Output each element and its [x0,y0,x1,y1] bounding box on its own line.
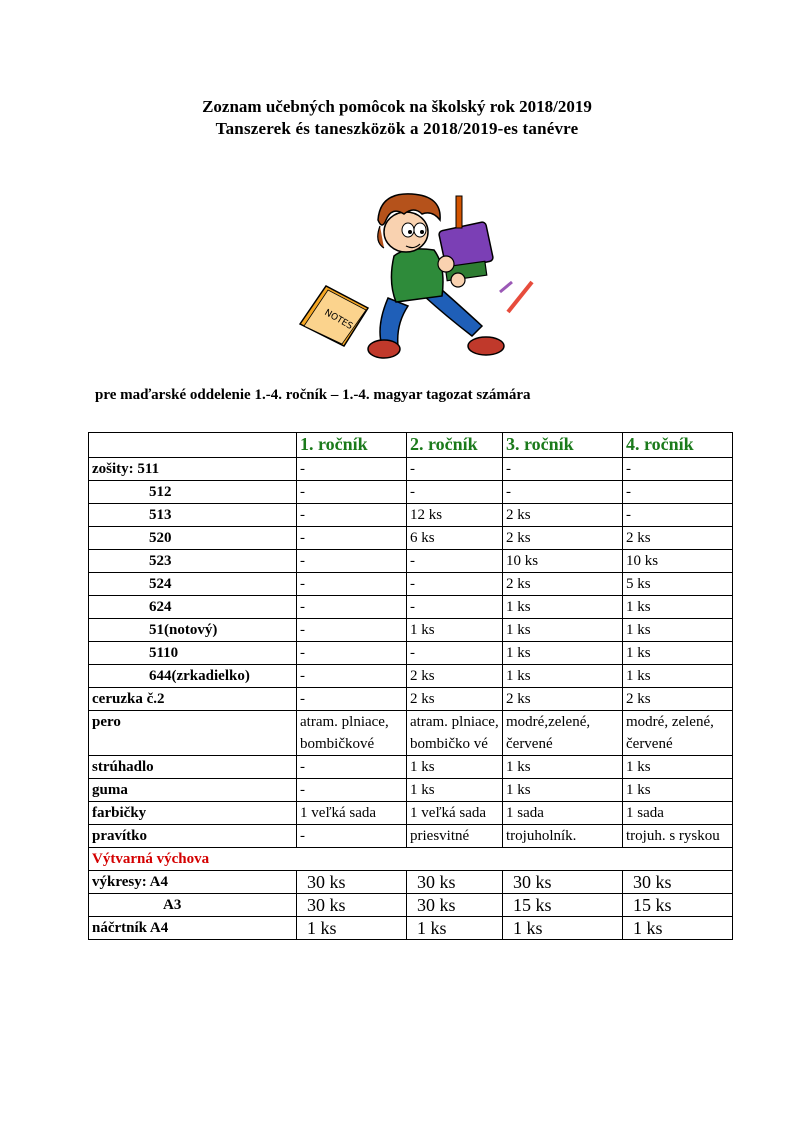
cell: 1 ks [623,917,733,940]
cell: 12 ks [407,504,503,527]
row-label: 512 [89,481,297,504]
row-label: ceruzka č.2 [89,688,297,711]
cell: 15 ks [623,894,733,917]
cell: 5 ks [623,573,733,596]
cartoon-child-illustration [296,186,542,368]
cell: 1 ks [503,619,623,642]
table-row [89,779,733,802]
cell: - [297,825,407,848]
cell: 1 ks [623,596,733,619]
table-row [89,573,733,596]
cell: 1 ks [407,917,503,940]
row-label: pero [89,711,297,756]
cell: - [407,642,503,665]
cell: - [407,481,503,504]
row-label: guma [89,779,297,802]
cell: - [623,458,733,481]
cell: 10 ks [623,550,733,573]
row-label: farbičky [89,802,297,825]
cell: 30 ks [407,894,503,917]
cell: 1 veľká sada [407,802,503,825]
table-row [89,894,733,917]
row-label: 513 [89,504,297,527]
table-row [89,550,733,573]
cell: 1 ks [623,665,733,688]
row-label: 624 [89,596,297,619]
row-label: výkresy: A4 [89,871,297,894]
cell: 1 ks [623,642,733,665]
header-grade-4: 4. ročník [623,433,733,458]
table-row [89,665,733,688]
cell: 1 ks [623,619,733,642]
cell: - [297,550,407,573]
cell: 1 ks [407,756,503,779]
table-row [89,527,733,550]
row-label: strúhadlo [89,756,297,779]
cell: - [297,619,407,642]
section-label: Výtvarná výchova [89,848,733,871]
cell: 1 ks [407,779,503,802]
cell: - [297,527,407,550]
cell: 2 ks [407,665,503,688]
cell: - [297,573,407,596]
cell: - [297,596,407,619]
header-grade-2: 2. ročník [407,433,503,458]
cell: - [297,481,407,504]
cell: modré, zelené, červené [623,711,733,756]
cell: 2 ks [503,504,623,527]
row-label: 523 [89,550,297,573]
cell: 30 ks [297,894,407,917]
cell: - [503,481,623,504]
cell: 1 ks [503,756,623,779]
cell: 1 ks [503,596,623,619]
cell: 1 sada [623,802,733,825]
cell: 1 ks [407,619,503,642]
cell: - [407,458,503,481]
table-row [89,871,733,894]
row-label: náčrtník A4 [89,917,297,940]
cell: 1 ks [503,917,623,940]
cell: 2 ks [623,688,733,711]
section-row [89,848,733,871]
cell: - [407,596,503,619]
table-row [89,917,733,940]
cell: modré,zelené, červené [503,711,623,756]
row-label: pravítko [89,825,297,848]
cell: - [297,756,407,779]
cell: 30 ks [623,871,733,894]
cell: 30 ks [503,871,623,894]
header-grade-1: 1. ročník [297,433,407,458]
cell: - [297,642,407,665]
cell: - [623,504,733,527]
cell: - [297,504,407,527]
table-row [89,619,733,642]
cell: 2 ks [503,688,623,711]
cell: 1 ks [503,665,623,688]
cell: 2 ks [503,573,623,596]
cell: - [407,573,503,596]
cell: 15 ks [503,894,623,917]
row-label: zošity: 511 [89,458,297,481]
row-label: 644(zrkadielko) [89,665,297,688]
table-row [89,458,733,481]
cell: - [297,458,407,481]
cell: 1 ks [297,917,407,940]
table-row [89,481,733,504]
table-row [89,825,733,848]
table-row [89,756,733,779]
header-empty [89,433,297,458]
cell: trojuholník. [503,825,623,848]
row-label: A3 [89,894,297,917]
cell: - [297,665,407,688]
cell: 1 ks [503,779,623,802]
cell: 2 ks [503,527,623,550]
subtitle: pre maďarské oddelenie 1.-4. ročník – 1.-4. magyar tagozat számára [95,387,531,403]
title-sk: Zoznam učebných pomôcok na školský rok 2018/2019 [202,97,592,116]
cell: priesvitné [407,825,503,848]
cell: 1 sada [503,802,623,825]
row-label: 5110 [89,642,297,665]
cell: 30 ks [407,871,503,894]
svg-text:NOTES: NOTES [322,307,355,332]
cell: 1 veľká sada [297,802,407,825]
table-row [89,688,733,711]
header-row [89,433,733,458]
row-label: 520 [89,527,297,550]
cell: - [297,688,407,711]
table-row [89,802,733,825]
cell: - [503,458,623,481]
title-hu: Tanszerek és taneszközök a 2018/2019-es tanévre [215,119,579,138]
header-grade-3: 3. ročník [503,433,623,458]
cell: 2 ks [407,688,503,711]
table-row [89,642,733,665]
table-row [89,711,733,756]
table-row [89,596,733,619]
cell: - [297,779,407,802]
cell: 30 ks [297,871,407,894]
table-row [89,504,733,527]
cell: 1 ks [623,779,733,802]
cell: 10 ks [503,550,623,573]
cell: 2 ks [623,527,733,550]
notebook-icon [300,286,368,346]
row-label: 524 [89,573,297,596]
supplies-table [88,432,733,940]
cell: atram. plniace, bombičkové [297,711,407,756]
cell: 1 ks [503,642,623,665]
cell: 6 ks [407,527,503,550]
cell: - [407,550,503,573]
cell: atram. plniace, bombičko vé [407,711,503,756]
cell: - [623,481,733,504]
cell: trojuh. s ryskou [623,825,733,848]
row-label: 51(notový) [89,619,297,642]
cell: 1 ks [623,756,733,779]
